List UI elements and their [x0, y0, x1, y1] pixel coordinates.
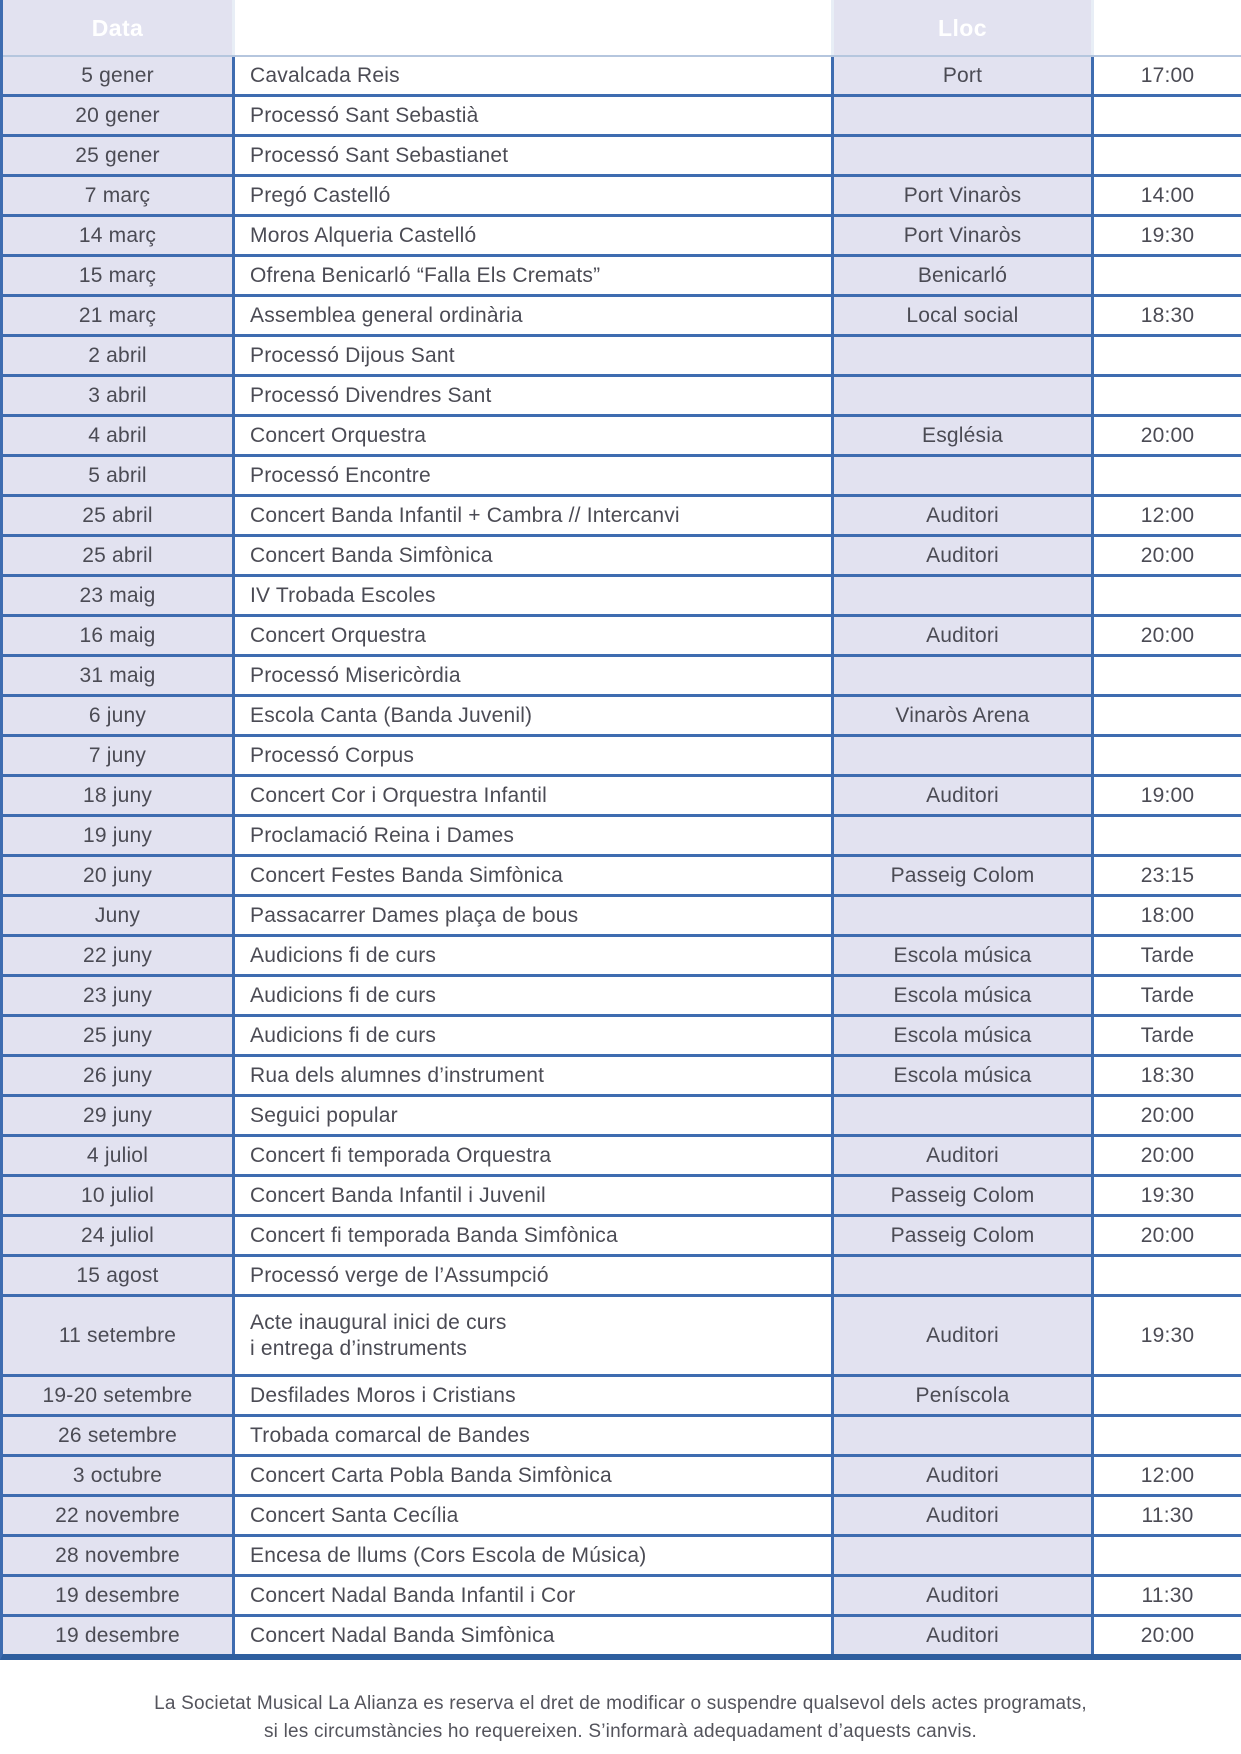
cell-concepte: Concert Orquestra: [235, 417, 834, 454]
cell-data: 4 abril: [3, 417, 235, 454]
cell-hora: 20:00: [1094, 417, 1241, 454]
cell-data: 19 juny: [3, 817, 235, 854]
table-row: [3, 94, 1241, 134]
cell-lloc: Port: [834, 57, 1094, 94]
cell-lloc: Auditori: [834, 537, 1094, 574]
cell-lloc: Benicarló: [834, 257, 1094, 294]
cell-lloc: [834, 897, 1094, 934]
cell-hora: Tarde: [1094, 1017, 1241, 1054]
table-row: [3, 214, 1241, 254]
cell-hora: 11:30: [1094, 1497, 1241, 1534]
cell-data: 25 abril: [3, 497, 235, 534]
cell-hora: 18:30: [1094, 1057, 1241, 1094]
cell-hora: 19:30: [1094, 1177, 1241, 1214]
cell-data: 4 juliol: [3, 1137, 235, 1174]
cell-hora: 20:00: [1094, 1137, 1241, 1174]
disclaimer-line-1: La Societat Musical La Alianza es reserva el dret de modificar o suspendre qualsevol dels actes programats,: [154, 1693, 1087, 1714]
cell-lloc: Passeig Colom: [834, 857, 1094, 894]
table-row: [3, 1254, 1241, 1294]
cell-hora: 23:15: [1094, 857, 1241, 894]
cell-lloc: [834, 97, 1094, 134]
table-row: [3, 1454, 1241, 1494]
cell-hora: [1094, 1257, 1241, 1294]
cell-data: 25 gener: [3, 137, 235, 174]
cell-concepte: Rua dels alumnes d’instrument: [235, 1057, 834, 1094]
cell-concepte: Processó Dijous Sant: [235, 337, 834, 374]
cell-hora: [1094, 697, 1241, 734]
cell-concepte: Concert Orquestra: [235, 617, 834, 654]
cell-concepte: Concert Nadal Banda Simfònica: [235, 1617, 834, 1654]
table-row: [3, 1014, 1241, 1054]
cell-hora: [1094, 577, 1241, 614]
cell-concepte: Processó Sant Sebastianet: [235, 137, 834, 174]
cell-concepte: Escola Canta (Banda Juvenil): [235, 697, 834, 734]
cell-hora: 20:00: [1094, 1097, 1241, 1134]
table-row: [3, 1374, 1241, 1414]
cell-hora: 20:00: [1094, 1217, 1241, 1254]
cell-data: 29 juny: [3, 1097, 235, 1134]
cell-data: 5 abril: [3, 457, 235, 494]
cell-concepte: Moros Alqueria Castelló: [235, 217, 834, 254]
cell-concepte: Audicions fi de curs: [235, 937, 834, 974]
table-row: [3, 774, 1241, 814]
cell-concepte: Concert Festes Banda Simfònica: [235, 857, 834, 894]
cell-lloc: Auditori: [834, 617, 1094, 654]
cell-hora: [1094, 817, 1241, 854]
cell-data: 22 juny: [3, 937, 235, 974]
cell-hora: [1094, 657, 1241, 694]
cell-concepte: Concert Carta Pobla Banda Simfònica: [235, 1457, 834, 1494]
table-header-row: [3, 0, 1241, 57]
disclaimer-line-2: si les circumstàncies ho requereixen. S’informarà adequadament d’aquests canvis.: [263, 1721, 978, 1742]
cell-concepte: Concert Santa Cecília: [235, 1497, 834, 1534]
header-cell-hora: Hora: [1094, 0, 1241, 55]
table-row: [3, 1414, 1241, 1454]
cell-lloc: [834, 657, 1094, 694]
cell-lloc: Auditori: [834, 497, 1094, 534]
cell-concepte: Processó Encontre: [235, 457, 834, 494]
cell-lloc: Escola música: [834, 1057, 1094, 1094]
cell-hora: 12:00: [1094, 497, 1241, 534]
table-row: [3, 454, 1241, 494]
cell-hora: 19:30: [1094, 217, 1241, 254]
cell-hora: [1094, 1537, 1241, 1574]
cell-hora: 20:00: [1094, 1617, 1241, 1654]
cell-hora: 17:00: [1094, 57, 1241, 94]
cell-hora: [1094, 377, 1241, 414]
cell-lloc: Port Vinaròs: [834, 177, 1094, 214]
cell-data: 24 juliol: [3, 1217, 235, 1254]
table-row: [3, 894, 1241, 934]
cell-data: 22 novembre: [3, 1497, 235, 1534]
table-row: [3, 1214, 1241, 1254]
header-cell-lloc: Lloc: [834, 0, 1094, 55]
table-row: [3, 854, 1241, 894]
cell-data: 19 desembre: [3, 1617, 235, 1654]
cell-concepte: Audicions fi de curs: [235, 1017, 834, 1054]
cell-concepte: Processó Corpus: [235, 737, 834, 774]
cell-hora: [1094, 737, 1241, 774]
cell-hora: [1094, 97, 1241, 134]
table-row: [3, 1494, 1241, 1534]
cell-lloc: Port Vinaròs: [834, 217, 1094, 254]
cell-lloc: [834, 737, 1094, 774]
table-row: [3, 134, 1241, 174]
cell-hora: Tarde: [1094, 977, 1241, 1014]
cell-concepte: Desfilades Moros i Cristians: [235, 1377, 834, 1414]
table-row: [3, 414, 1241, 454]
cell-hora: [1094, 257, 1241, 294]
cell-concepte: Concert fi temporada Banda Simfònica: [235, 1217, 834, 1254]
cell-data: 19 desembre: [3, 1577, 235, 1614]
cell-lloc: [834, 377, 1094, 414]
cell-data: 25 juny: [3, 1017, 235, 1054]
cell-concepte: Processó verge de l’Assumpció: [235, 1257, 834, 1294]
cell-concepte: Trobada comarcal de Bandes: [235, 1417, 834, 1454]
cell-lloc: Auditori: [834, 1577, 1094, 1614]
cell-lloc: [834, 1537, 1094, 1574]
cell-hora: [1094, 337, 1241, 374]
table-row: [3, 974, 1241, 1014]
table-row: [3, 1134, 1241, 1174]
cell-concepte: Seguici popular: [235, 1097, 834, 1134]
table-row: [3, 174, 1241, 214]
cell-lloc: [834, 577, 1094, 614]
table-row: [3, 1614, 1241, 1654]
cell-lloc: [834, 337, 1094, 374]
cell-data: 20 gener: [3, 97, 235, 134]
cell-lloc: Auditori: [834, 1137, 1094, 1174]
cell-concepte: Acte inaugural inici de curs i entrega d’instruments: [235, 1297, 834, 1374]
cell-lloc: Auditori: [834, 1617, 1094, 1654]
cell-lloc: Local social: [834, 297, 1094, 334]
cell-data: 6 juny: [3, 697, 235, 734]
cell-concepte: Concert Banda Simfònica: [235, 537, 834, 574]
cell-lloc: [834, 1097, 1094, 1134]
cell-concepte: IV Trobada Escoles: [235, 577, 834, 614]
cell-hora: [1094, 457, 1241, 494]
cell-data: 2 abril: [3, 337, 235, 374]
cell-data: 31 maig: [3, 657, 235, 694]
cell-concepte: Encesa de llums (Cors Escola de Música): [235, 1537, 834, 1574]
cell-data: 25 abril: [3, 537, 235, 574]
cell-lloc: Església: [834, 417, 1094, 454]
cell-lloc: Passeig Colom: [834, 1217, 1094, 1254]
cell-hora: [1094, 1377, 1241, 1414]
cell-hora: 12:00: [1094, 1457, 1241, 1494]
cell-hora: 18:30: [1094, 297, 1241, 334]
cell-concepte: Processó Misericòrdia: [235, 657, 834, 694]
cell-data: 26 juny: [3, 1057, 235, 1094]
cell-lloc: Escola música: [834, 937, 1094, 974]
table-row: [3, 694, 1241, 734]
cell-lloc: Peníscola: [834, 1377, 1094, 1414]
cell-data: 18 juny: [3, 777, 235, 814]
table-row: [3, 654, 1241, 694]
cell-lloc: Auditori: [834, 777, 1094, 814]
cell-concepte: Processó Sant Sebastià: [235, 97, 834, 134]
cell-lloc: Auditori: [834, 1297, 1094, 1374]
cell-concepte: Concert Cor i Orquestra Infantil: [235, 777, 834, 814]
cell-data: 19-20 setembre: [3, 1377, 235, 1414]
cell-hora: 14:00: [1094, 177, 1241, 214]
cell-lloc: [834, 457, 1094, 494]
cell-concepte: Assemblea general ordinària: [235, 297, 834, 334]
table-row: [3, 334, 1241, 374]
table-row: [3, 254, 1241, 294]
table-row: [3, 294, 1241, 334]
cell-lloc: Escola música: [834, 1017, 1094, 1054]
header-cell-concepte: Concepte: [235, 0, 834, 55]
table-row: [3, 57, 1241, 94]
cell-concepte: Proclamació Reina i Dames: [235, 817, 834, 854]
cell-data: 26 setembre: [3, 1417, 235, 1454]
cell-data: 5 gener: [3, 57, 235, 94]
cell-concepte: Pregó Castelló: [235, 177, 834, 214]
cell-lloc: Auditori: [834, 1457, 1094, 1494]
cell-data: 7 juny: [3, 737, 235, 774]
cell-hora: Tarde: [1094, 937, 1241, 974]
table-row: [3, 1054, 1241, 1094]
cell-lloc: Escola música: [834, 977, 1094, 1014]
cell-data: 28 novembre: [3, 1537, 235, 1574]
cell-lloc: [834, 1257, 1094, 1294]
cell-hora: 20:00: [1094, 617, 1241, 654]
cell-data: 21 març: [3, 297, 235, 334]
cell-concepte: Cavalcada Reis: [235, 57, 834, 94]
cell-data: Juny: [3, 897, 235, 934]
table-row: [3, 574, 1241, 614]
cell-lloc: [834, 137, 1094, 174]
table-row: [3, 1294, 1241, 1374]
cell-concepte: Concert Nadal Banda Infantil i Cor: [235, 1577, 834, 1614]
cell-data: 23 juny: [3, 977, 235, 1014]
table-row: [3, 534, 1241, 574]
header-cell-data: Data: [3, 0, 235, 55]
table-row: [3, 1574, 1241, 1614]
cell-concepte: Audicions fi de curs: [235, 977, 834, 1014]
cell-hora: 18:00: [1094, 897, 1241, 934]
cell-data: 14 març: [3, 217, 235, 254]
cell-lloc: Passeig Colom: [834, 1177, 1094, 1214]
table-row: [3, 614, 1241, 654]
cell-concepte: Ofrena Benicarló “Falla Els Cremats”: [235, 257, 834, 294]
cell-data: 16 maig: [3, 617, 235, 654]
table-row: [3, 1174, 1241, 1214]
cell-lloc: [834, 1417, 1094, 1454]
cell-hora: [1094, 1417, 1241, 1454]
cell-data: 7 març: [3, 177, 235, 214]
cell-data: 15 agost: [3, 1257, 235, 1294]
cell-data: 3 octubre: [3, 1457, 235, 1494]
cell-concepte: Concert Banda Infantil i Juvenil: [235, 1177, 834, 1214]
cell-lloc: Vinaròs Arena: [834, 697, 1094, 734]
cell-data: 11 setembre: [3, 1297, 235, 1374]
cell-concepte: Concert Banda Infantil + Cambra // Intercanvi: [235, 497, 834, 534]
cell-lloc: Auditori: [834, 1497, 1094, 1534]
cell-data: 3 abril: [3, 377, 235, 414]
disclaimer-footer: [0, 1690, 1241, 1746]
cell-hora: 11:30: [1094, 1577, 1241, 1614]
cell-concepte: Concert fi temporada Orquestra: [235, 1137, 834, 1174]
table-row: [3, 494, 1241, 534]
cell-lloc: [834, 817, 1094, 854]
table-row: [3, 374, 1241, 414]
cell-hora: 19:30: [1094, 1297, 1241, 1374]
table-row: [3, 1534, 1241, 1574]
cell-data: 15 març: [3, 257, 235, 294]
cell-data: 10 juliol: [3, 1177, 235, 1214]
cell-hora: [1094, 137, 1241, 174]
cell-concepte: Passacarrer Dames plaça de bous: [235, 897, 834, 934]
table-row: [3, 1094, 1241, 1134]
table-row: [3, 934, 1241, 974]
table-row: [3, 734, 1241, 774]
cell-concepte: Processó Divendres Sant: [235, 377, 834, 414]
cell-hora: 20:00: [1094, 537, 1241, 574]
table-row: [3, 814, 1241, 854]
cell-data: 23 maig: [3, 577, 235, 614]
cell-hora: 19:00: [1094, 777, 1241, 814]
cell-data: 20 juny: [3, 857, 235, 894]
